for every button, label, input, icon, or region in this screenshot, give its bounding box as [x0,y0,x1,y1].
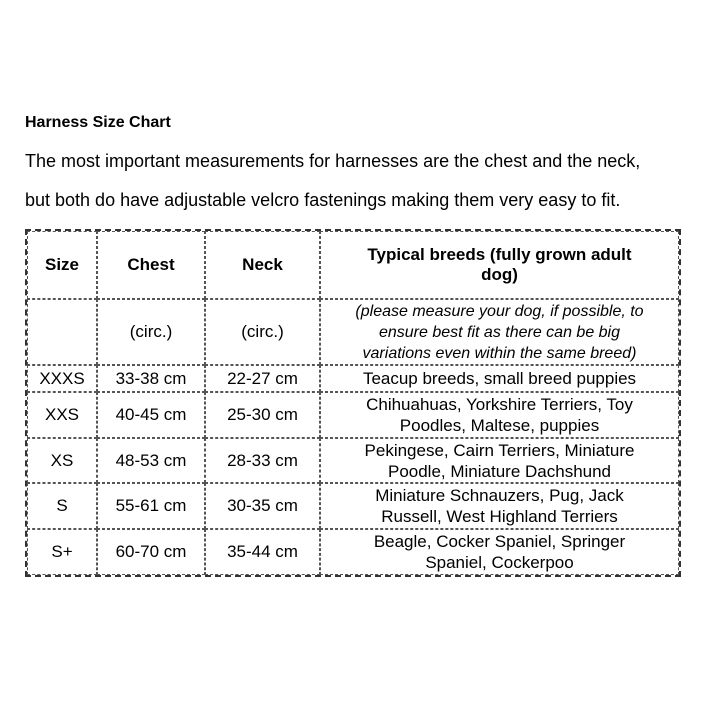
measure-note-line-3: variations even within the same breed) [362,344,637,362]
table-row [27,529,679,575]
table-header-row [27,231,679,299]
breeds-line-1: Miniature Schnauzers, Pug, Jack [375,486,624,505]
measure-note [320,299,679,365]
breeds-line-1: Pekingese, Cairn Terriers, Miniature [364,440,635,460]
breeds-line-2: Poodle, Miniature Dachshund [387,461,612,481]
header-typical-breeds [320,231,679,299]
breeds-line-2: Russell, West Highland Terriers [381,507,618,526]
header-size: Size [27,231,97,299]
subheader-neck: (circ.) [205,299,320,365]
breeds-cell [320,392,679,438]
table-row [27,483,679,529]
table-row [27,392,679,438]
breeds-line-1: Chihuahuas, Yorkshire Terriers, Toy [366,395,633,414]
table-row [27,365,679,392]
size-chart-table [25,229,681,577]
chest-cell: 60-70 cm [97,529,205,575]
breeds-cell [320,365,679,392]
intro-text-line-2: but both do have adjustable velcro fastenings making them very easy to fit. [25,190,621,210]
size-cell: S [27,483,97,529]
chest-cell: 33-38 cm [97,365,205,392]
chest-cell: 40-45 cm [97,392,205,438]
neck-cell: 28-33 cm [205,438,320,483]
table-row [27,438,679,483]
neck-cell: 25-30 cm [205,392,320,438]
header-breeds-line-1: Typical breeds (fully grown adult [367,245,632,264]
chest-cell: 55-61 cm [97,483,205,529]
subheader-size [27,299,97,365]
chest-cell: 48-53 cm [97,438,205,483]
breeds-line-2: Spaniel, Cockerpoo [425,553,574,572]
breeds-line-2: Poodles, Maltese, puppies [399,416,600,435]
breeds-cell [320,529,679,575]
breeds-cell [320,483,679,529]
measure-note-line-1: (please measure your dog, if possible, to [355,302,644,320]
breeds-cell [320,438,679,483]
breeds-line-1: Teacup breeds, small breed puppies [362,369,637,388]
measure-note-line-2: ensure best fit as there can be big [378,323,621,341]
header-chest: Chest [97,231,205,299]
page-title: Harness Size Chart [25,114,171,131]
size-cell: XS [27,438,97,483]
table-subheader-row [27,299,679,365]
header-neck: Neck [205,231,320,299]
size-cell: XXXS [27,365,97,392]
neck-cell: 35-44 cm [205,529,320,575]
neck-cell: 30-35 cm [205,483,320,529]
intro-text-line-1: The most important measurements for harnesses are the chest and the neck, [25,151,641,171]
size-cell: XXS [27,392,97,438]
breeds-line-1: Beagle, Cocker Spaniel, Springer [373,532,626,551]
size-cell: S+ [27,529,97,575]
header-breeds-line-2: dog) [481,265,518,284]
neck-cell: 22-27 cm [205,365,320,392]
subheader-chest: (circ.) [97,299,205,365]
